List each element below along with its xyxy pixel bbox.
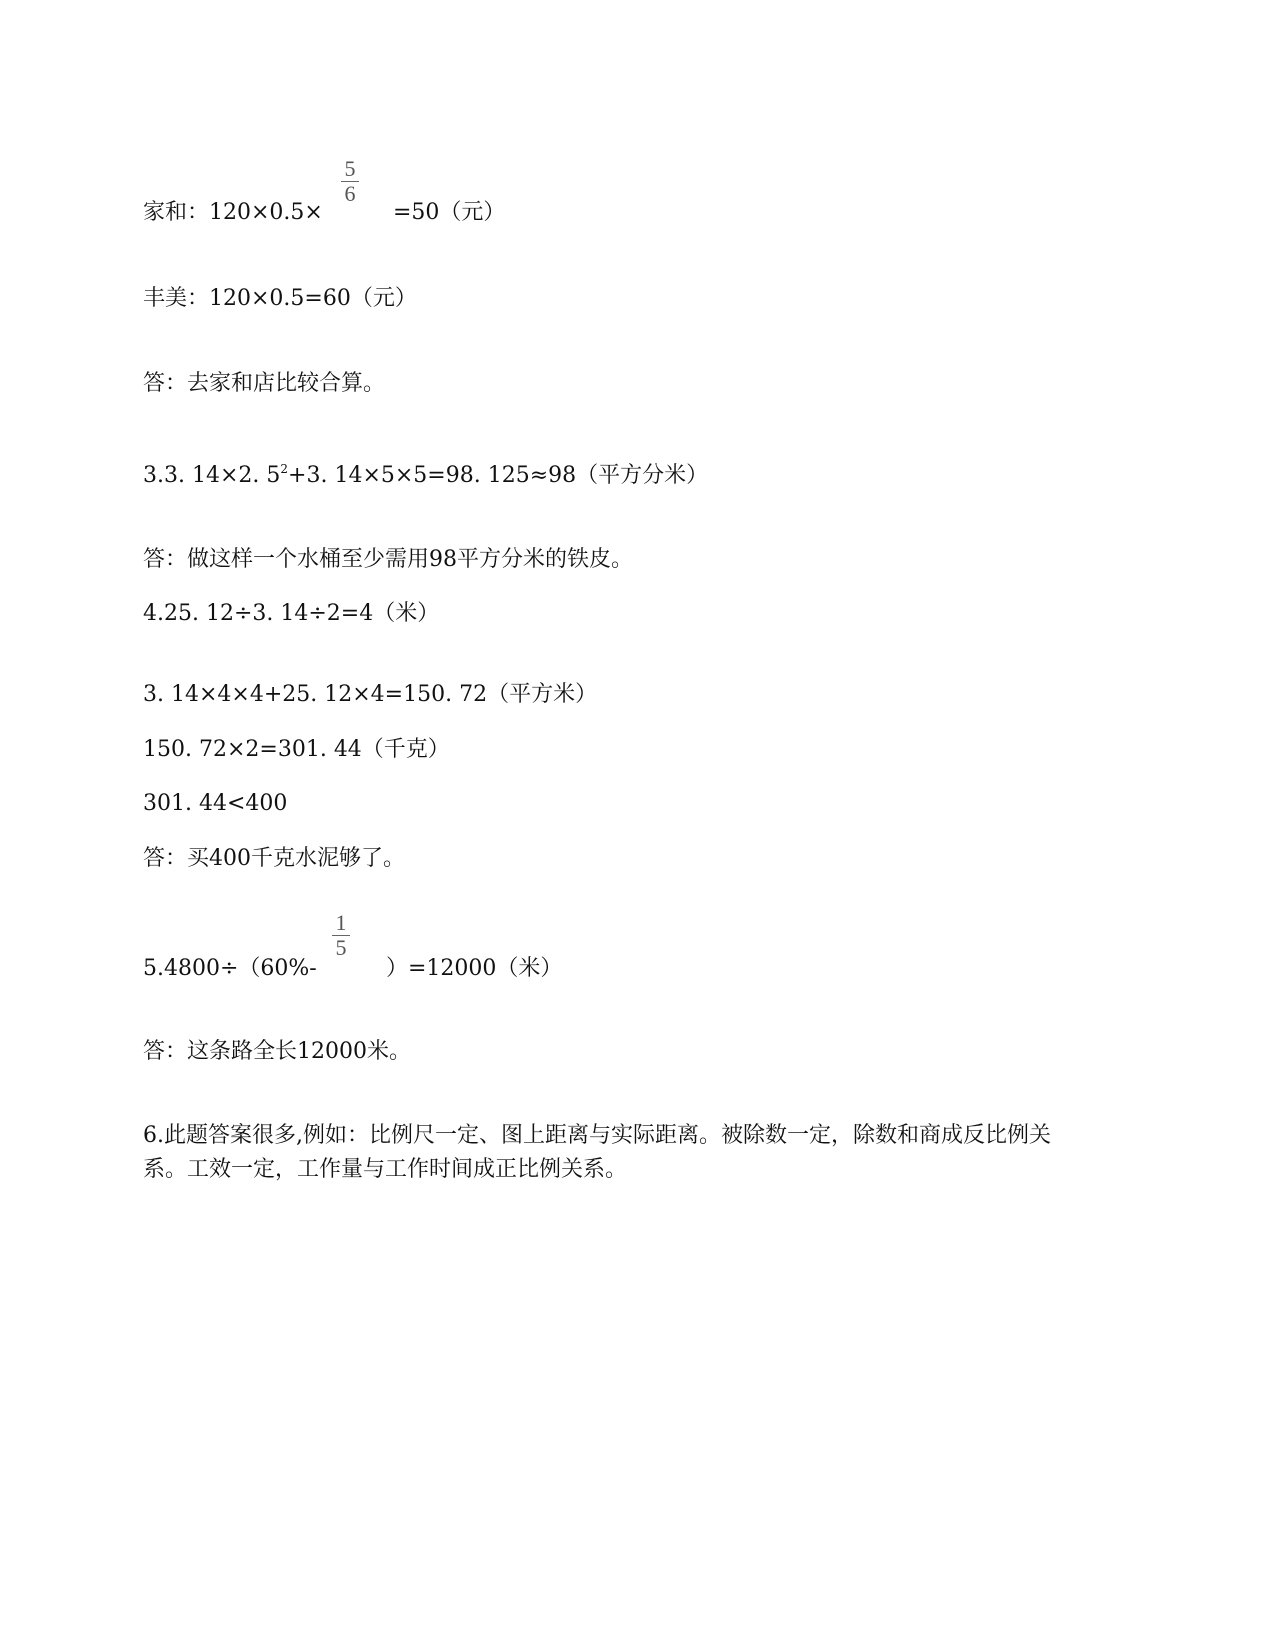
q5-calc-line <box>143 955 317 983</box>
q5-calc-suffix-line <box>386 955 562 983</box>
jiahe-calc-line <box>143 199 323 227</box>
fraction-five-sixths <box>340 157 360 206</box>
jiahe-calc-suffix: =50（元） <box>393 200 506 225</box>
fraction-denominator: 5 <box>335 935 347 960</box>
jiahe-calc-suffix-line <box>393 199 505 227</box>
answer-2: 答：去家和店比较合算。 <box>143 371 386 396</box>
fraction-denominator: 6 <box>344 181 356 206</box>
q6-paragraph: 6.此题答案很多,例如：比例尺一定、图上距离与实际距离。被除数一定，除数和商成反比例关系。工效一定，工作量与工作时间成正比例关系。 <box>143 1123 1051 1182</box>
q3-calc-line <box>143 462 708 490</box>
q3-calc-prefix: 3.3. 14×2. 5 <box>143 463 281 488</box>
answer-3: 答：做这样一个水桶至少需用98平方分米的铁皮。 <box>143 547 633 572</box>
q3-calc-suffix: +3. 14×5×5=98. 125≈98（平方分米） <box>288 463 709 488</box>
answer-5: 答：这条路全长12000米。 <box>143 1039 411 1064</box>
fengmei-calc-line: 丰美：120×0.5=60（元） <box>143 286 417 311</box>
fraction-one-fifth <box>331 911 351 960</box>
answer-4: 答：买400千克水泥够了。 <box>143 846 405 871</box>
q4-line-3: 150. 72×2=301. 44（千克） <box>143 737 450 762</box>
q5-calc-prefix: 5.4800÷（60%- <box>143 956 317 981</box>
fraction-numerator: 1 <box>335 910 347 935</box>
jiahe-calc-prefix: 家和：120×0.5× <box>143 200 323 225</box>
q4-line-2: 3. 14×4×4+25. 12×4=150. 72（平方米） <box>143 682 598 707</box>
q4-line-4: 301. 44<400 <box>143 791 288 816</box>
q4-line-1: 4.25. 12÷3. 14÷2=4（米） <box>143 601 440 626</box>
q5-calc-suffix: ）=12000（米） <box>386 956 563 981</box>
q3-exponent: 2 <box>280 462 289 476</box>
fraction-numerator: 5 <box>344 156 356 181</box>
